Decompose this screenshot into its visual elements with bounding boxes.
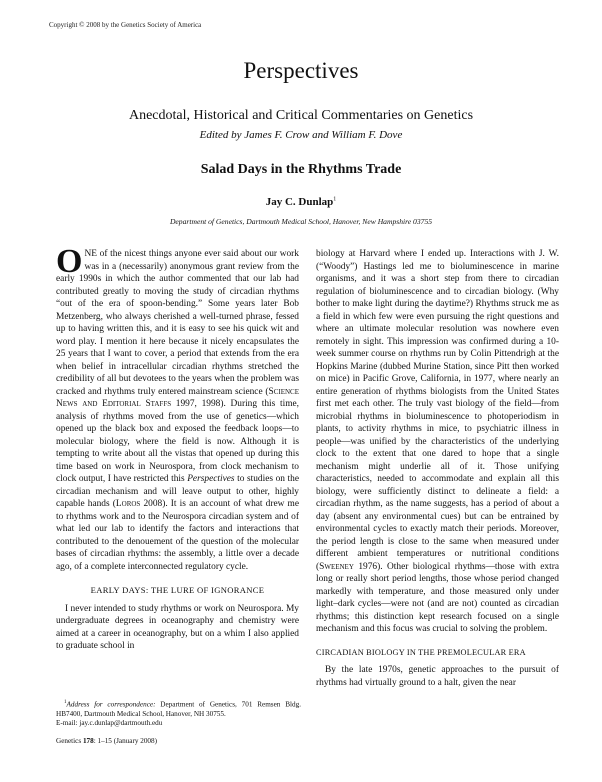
intro-paragraph <box>56 243 299 573</box>
text-run: 1976). Other biological rhythms—those with extra long or really short period lengths, those whose period changed markedly with temperature, and those measured only under light–dark cycles—were not (and are not) counted as circadian rhythms; this distinction kept research focused on a single mechanism and this focus was crucial to solving the problem. <box>316 561 559 634</box>
text-run: biology at Harvard where I ended up. Interactions with J. W. (“Woody”) Hastings led me to bioluminescence in marine organisms, and it was a short step from there to circadian regulation of bioluminescence and to circadian biology. (Why bother to make light during the daytime?) Rhythms struck me as a field in which few were even pursuing the right questions and where an ultimate molecular resolution was nowhere even remotely in sight. This impression was confirmed during a 10-week summer course on rhythms run by Colin Pittendrigh at the Hopkins Marine (dubbed Murine Station, since Pitt then worked on mice) in Pacific Grove, California, in 1977, where nearly an entire generation of rhythms biologists from the United States first met each other. The truly vast biology of the field—from microbial rhythms in bioluminescence to photoperiodism in plants, to activity rhythms in mice, to psychiatric illness in people—was unified by the characteristics of the underlying clock to the extent that one dared to hope that a single mechanism might underlie all of it. Those unifying characteristics, needed to accommodate and explain all this biology, were sufficiently distinct to delineate a field: a circadian rhythm, as the name suggests, has a period of about a day (absent any environmental cues) but can be entrained by environmental cycles to exactly match their periods. Moreover, the period length is close to the same when measured under different ambient temperatures or nutritional conditions ( <box>316 249 559 572</box>
text-run: 2008). It is an account of what drew me to rhythms work and to the Neurospora circadian system and of what led our lab to identify the factors and interactions that contributed to the denouement of the question of the molecular bases of circadian rhythms: the assembly, a little over a decade ago, of a complete interconnected regulatory cycle. <box>56 499 299 572</box>
italic-term: Perspectives <box>187 474 235 484</box>
body-paragraph: By the late 1970s, genetic approaches to the pursuit of rhythms had virtually ground to a halt, given the near <box>316 665 559 688</box>
citation-volume: 178 <box>82 737 94 745</box>
copyright-notice: Copyright © 2008 by the Genetics Society of America <box>49 21 202 29</box>
section-heading: CIRCADIAN BIOLOGY IN THE PREMOLECULAR ERA <box>316 647 526 657</box>
citation-ref: Science News and Editorial Staffs <box>56 386 299 409</box>
author-footnote-mark: 1 <box>333 196 337 203</box>
author-affiliation: Department of Genetics, Dartmouth Medical School, Hanover, New Hampshire 03755 <box>169 217 433 226</box>
footnote-text: Department of Genetics, 701 Remsen Bldg. HB7400, Dartmouth Medical School, Hanover, NH 30755. <box>56 700 301 718</box>
footnote-mark: 1 <box>64 700 67 705</box>
footnote-email[interactable]: E-mail: jay.c.dunlap@dartmouth.edu <box>56 719 163 728</box>
right-column <box>316 248 559 689</box>
citation-ref: Sweeney <box>319 561 354 572</box>
editors-line: Edited by James F. Crow and William F. Dove <box>199 129 403 141</box>
article-title: Salad Days in the Rhythms Trade <box>200 162 402 177</box>
text-run: 1997, 1998). During this time, analysis of rhythms moved from the use of genetics—which opened up the black box and exposed the feedback loops—to molecular biology, where the field is now. Although it is tempting to write about all the vistas that opened up during this time based on work in Neurospora, from clock mechanism to clock output, I have restricted this <box>56 399 299 484</box>
body-paragraph: I never intended to study rhythms or work on Neurospora. My undergraduate degrees in oceanography and chemistry were aimed at a career in oceanography, but on a whim I also applied to graduate school in <box>56 603 299 651</box>
author-line <box>0 196 602 208</box>
journal-section-title: Perspectives <box>243 58 359 83</box>
citation-ref: Loros <box>115 499 141 509</box>
author-name: Jay C. Dunlap <box>265 196 334 208</box>
body-paragraph <box>316 248 559 636</box>
correspondence-footnote <box>56 698 301 729</box>
text-run: NE of the nicest things anyone ever said about our work was in a (necessarily) anonymous grant review from the early 1990s in which the author commented that our lab had contributed greatly to moving the study of circadian rhythms “out of the era of spoon-bending.” Some years later Bob Metzenberg, who always cherished a well-turned phrase, fessed up to having written this, and it is easy to see his quick wit and word play. I mention it here because it nicely encapsulates the 25 years that I want to cover, a period that extends from the era when belief in intracellular circadian rhythms stretched the credibility of all but devotees to the years when the problem was cracked and rhythms truly entered mainstream science ( <box>56 249 299 397</box>
text-run: to studies on the circadian mechanism and will leave output to other, highly capable hands ( <box>56 474 299 509</box>
footnote-label: Address for correspondence: <box>66 700 156 709</box>
left-column <box>56 243 299 653</box>
citation-journal: Genetics <box>56 737 83 745</box>
section-heading: EARLY DAYS: THE LURE OF IGNORANCE <box>90 585 265 595</box>
journal-citation <box>56 737 157 745</box>
citation-pages: : 1–15 (January 2008) <box>93 737 158 745</box>
section-subtitle: Anecdotal, Historical and Critical Commentaries on Genetics <box>128 108 474 123</box>
drop-cap: O <box>56 243 83 280</box>
